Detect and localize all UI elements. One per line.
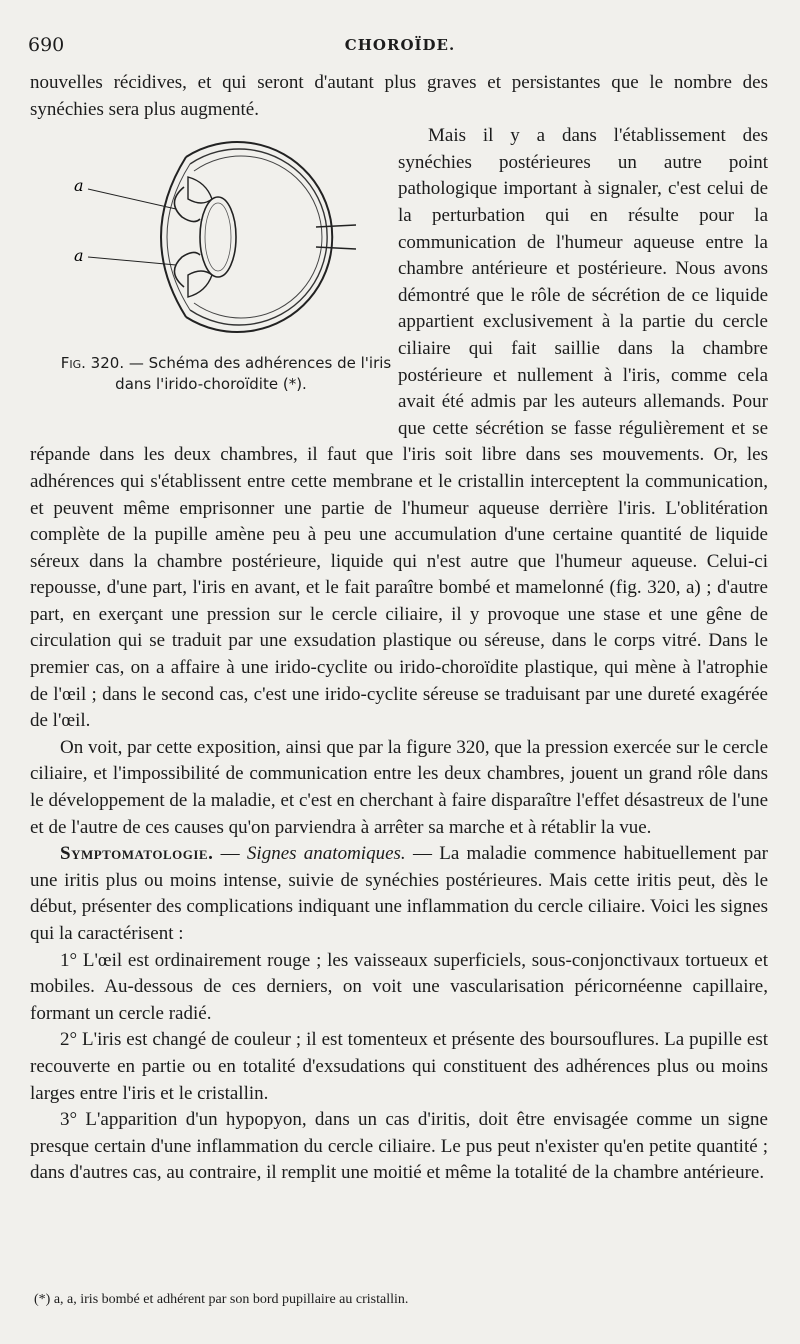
subsection-title: Signes anatomiques. [246, 843, 406, 865]
label-a-bottom: a [74, 246, 84, 266]
paragraph-4-text: — La maladie commence habituellement par une iritis plus ou moins intense, suivie de synéchies postérieures. Mais cette iritis peut, dès le début, présenter des complications indiquant une inflammation du cercle ciliaire. Voici les signes qui la caractérisent : [30, 843, 769, 944]
eye-diagram [66, 127, 356, 342]
paragraph-1: nouvelles récidives, et qui seront d'autant plus graves et persistantes que le nombre des synéchies sera plus augmenté. [30, 72, 768, 120]
page-number: 690 [28, 34, 65, 56]
caption-label: Fig. 320. [60, 354, 125, 373]
footnote: (*) a, a, iris bombé et adhérent par son bord pupillaire au cristallin. [34, 1292, 409, 1307]
paragraph-4 [30, 841, 768, 947]
body-text [30, 70, 768, 1187]
caption-text: — Schéma des adhérences de l'iris dans l'irido-choroïdite (*). [115, 354, 392, 394]
list-item-1: 1° L'œil est ordinairement rouge ; les vaisseaux superficiels, sous-conjonctivaux tortueux et mobiles. Au-dessous de ces derniers, on voit une vascularisation péricornéenne capillaire, formant un cercle radié. [30, 949, 768, 1024]
page-header [28, 30, 772, 60]
section-dash: — [213, 843, 247, 865]
list-item-2: 2° L'iris est changé de couleur ; il est tomenteux et présente des boursouflures. La pupille est recouverte en partie ou en totalité d'exsudations qui constituent des adhérences plus ou moins larges entre l'iris et le cristallin. [30, 1029, 768, 1104]
paragraph-3: On voit, par cette exposition, ainsi que par la figure 320, que la pression exercée sur le cercle ciliaire, et l'impossibilité de communication entre les deux chambres, jouent un grand rôle dans le développement de la maladie, et c'est en cherchant à faire disparaître l'effet désastreux de l'une et de l'autre de ces causes qu'on parviendra à arrêter sa marche et à rétablir la vue. [30, 736, 768, 838]
paragraph-2-text: Mais il y a dans l'établissement des synéchies postérieures un autre point pathologique important à signaler, c'est celui de la perturbation qui en résulte pour la communication de l'humeur aqueuse entre la chambre antérieure et postérieure. Nous avons démontré que le rôle de sécrétion de ce liquide appartient exclusivement à la partie du cercle ciliaire qui fait saillie dans la chambre postérieure et nullement à l'iris, comme cela avait été admis par les auteurs allemands. Pour que cette sécrétion se fasse régulièrement et se répande dans les deux chambres, il faut que l'iris soit libre dans ses mouvements. Or, les adhérences qui s'établissent entre cette membrane et le cristallin interceptent la communication, et peuvent même emprisonner une partie de l'humeur aqueuse derrière l'iris. L'oblitération complète de la pupille amène peu à peu une accumulation d'une certaine quantité de liquide séreux dans la chambre postérieure, liquide qui n'est autre que l'humeur aqueuse. Celui-ci repousse, d'une part, l'iris en avant, et le fait paraître bombé et mamelonné (fig. 320, a) ; d'autre part, en exerçant une pression sur le cercle ciliaire, il y provoque une stase et une gêne de circulation qui se traduit par une exsudation plastique ou séreuse, dans le corps vitré. Dans le premier cas, on a affaire à une irido-cyclite ou irido-choroïdite plastique, qui mène à l'atrophie de l'œil ; dans le second cas, c'est une irido-cyclite séreuse se traduisant par une dureté exagérée de l'œil. [30, 125, 768, 732]
list-item-3: 3° L'apparition d'un hypopyon, dans un cas d'iritis, doit être envisagée comme un signe presque certain d'une inflammation du cercle ciliaire. Le pus peut n'exister qu'en petite quantité ; dans d'autres cas, au contraire, il remplit une moitié et même la totalité de la chambre antérieure. [30, 1109, 768, 1184]
section-title: Symptomatologie. [60, 843, 214, 865]
paragraph-2 [30, 123, 768, 735]
running-head: CHOROÏDE. [344, 36, 456, 54]
figure-caption [30, 353, 392, 395]
figure-320 [30, 123, 392, 418]
label-a-top: a [74, 176, 84, 196]
